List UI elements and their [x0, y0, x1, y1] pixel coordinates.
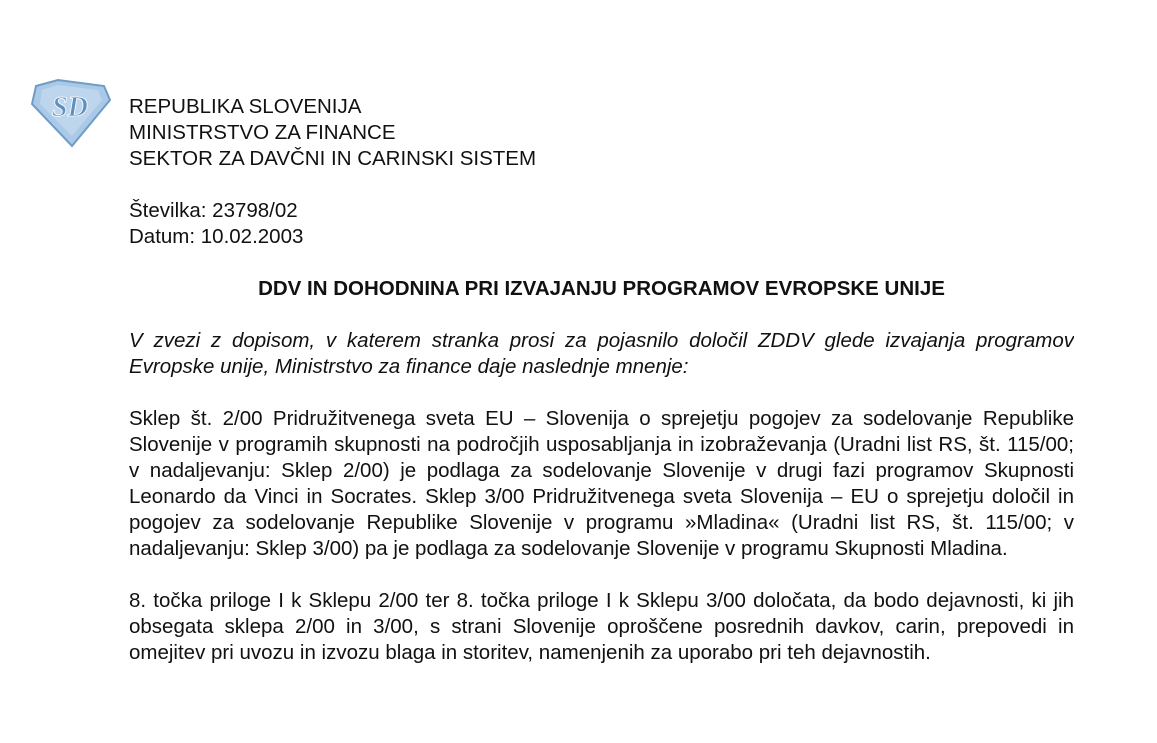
- logo-text: SD: [52, 92, 88, 123]
- body-paragraph-2: 8. točka priloge I k Sklepu 2/00 ter 8. točka priloge I k Sklepu 3/00 določata, da bodo dejavnosti, ki jih obsegata sklepa 2/00 in 3/00, s strani Slovenije oproščene posrednih davkov, carin, prepovedi in omejitev pri uvozu in izvozu blaga in storitev, namenjenih za uporabo pri teh dejavnostih.: [129, 589, 1074, 664]
- ministry-logo: [28, 78, 112, 148]
- document-page: [129, 94, 1074, 666]
- intro-paragraph: V zvezi z dopisom, v katerem stranka prosi za pojasnilo določil ZDDV glede izvajanja programov Evropske unije, Ministrstvo za finance daje naslednje mnenje:: [129, 329, 1074, 378]
- document-date: Datum: 10.02.2003: [129, 225, 304, 248]
- header-ministry: MINISTRSTVO ZA FINANCE: [129, 121, 396, 144]
- document-title: DDV IN DOHODNINA PRI IZVAJANJU PROGRAMOV EVROPSKE UNIJE: [258, 277, 945, 300]
- body-paragraph-1: Sklep št. 2/00 Pridružitvenega sveta EU – Slovenija o sprejetju pogojev za sodelovanje Republike Slovenije v programih skupnosti na področjih usposabljanja in izobraževanja (Uradni list RS, št. 115/00; v nadaljevanju: Sklep 2/00) je podlaga za sodelovanje Slovenije v drugi fazi programov Skupnosti Leonardo da Vinci in Socrates. Sklep 3/00 Pridružitvenega sveta Slovenija – EU o sprejetju določil in pogojev za sodelovanje Republike Slovenije v programu »Mladina« (Uradni list RS, št. 115/00; v nadaljevanju: Sklep 3/00) pa je podlaga za sodelovanje Slovenije v programu Skupnosti Mladina.: [129, 407, 1074, 560]
- document-number: Številka: 23798/02: [129, 199, 298, 222]
- header-sector: SEKTOR ZA DAVČNI IN CARINSKI SISTEM: [129, 147, 537, 170]
- document-meta: [129, 198, 1074, 250]
- document-header: [129, 94, 1074, 172]
- header-republic: REPUBLIKA SLOVENIJA: [129, 95, 362, 118]
